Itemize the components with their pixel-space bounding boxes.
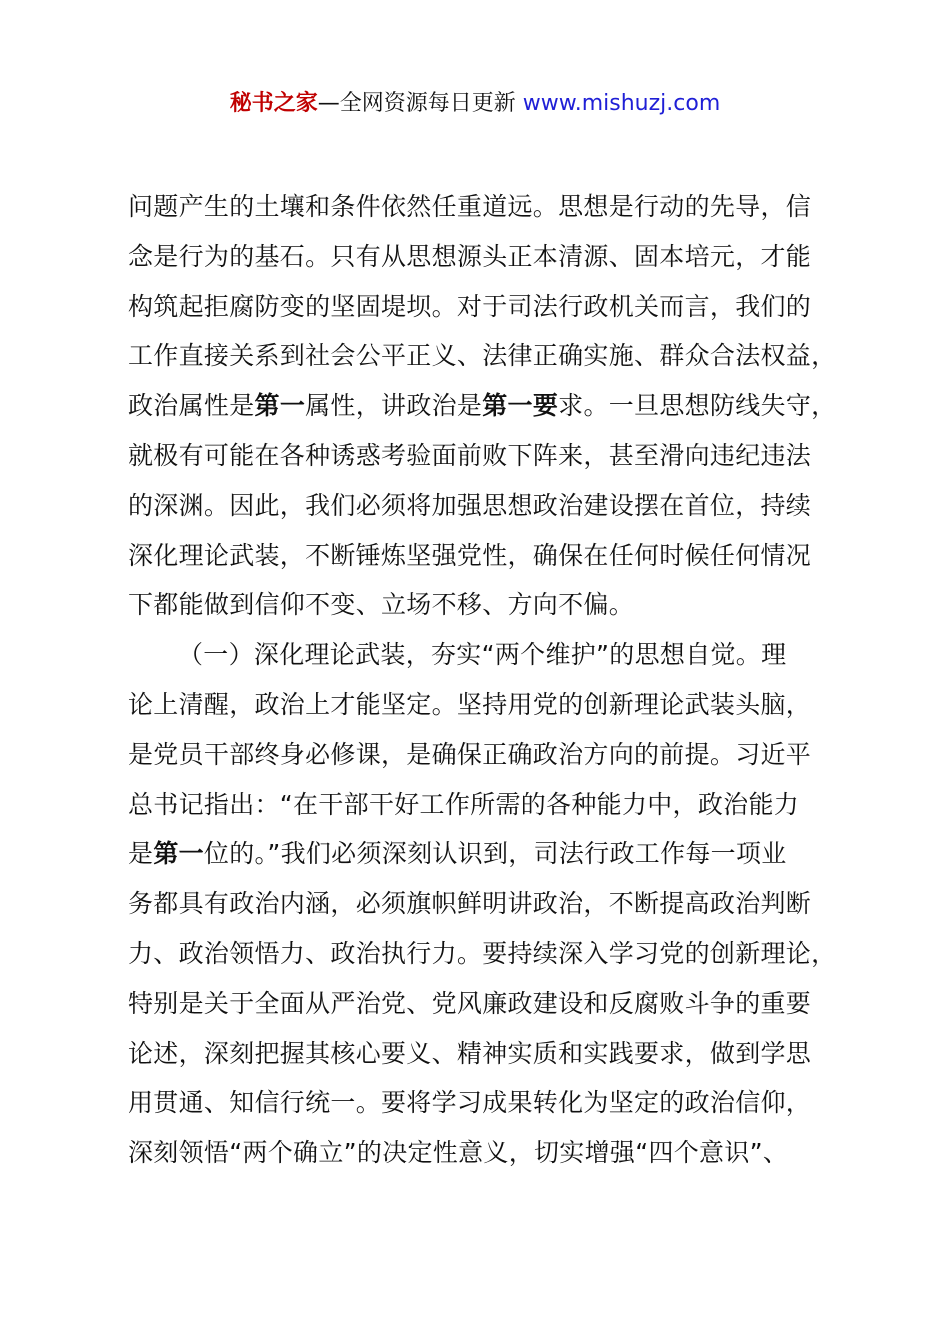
text-line: 力、政治领悟力、政治执行力。要持续深入学习党的创新理论， xyxy=(128,938,837,968)
text-line: 用贯通、知信行统一。要将学习成果转化为坚定的政治信仰， xyxy=(128,1088,812,1118)
text-line-with-bold xyxy=(128,829,838,879)
site-brand: 秘书之家 xyxy=(229,91,318,116)
text-line: 是党员干部终身必修课，是确保正确政治方向的前提。习近平 xyxy=(128,739,812,769)
bold-text: 第一要 xyxy=(482,391,559,421)
text-line: 总书记指出：“在干部干好工作所需的各种能力中，政治能力 xyxy=(128,789,800,819)
text-segment: 属性，讲政治是 xyxy=(305,391,483,421)
text-line: 论上清醒，政治上才能坚定。坚持用党的创新理论武装头脑， xyxy=(128,689,812,719)
text-line: 构筑起拒腐防变的坚固堤坝。对于司法行政机关而言，我们的 xyxy=(128,291,812,321)
text-line: 论述，深刻把握其核心要义、精神实质和实践要求，做到学思 xyxy=(128,1038,812,1068)
text-segment: 政治属性是 xyxy=(128,391,255,421)
text-line: 深刻领悟“两个确立”的决定性意义，切实增强“四个意识”、 xyxy=(128,1138,789,1168)
text-line-with-bold xyxy=(128,381,838,431)
text-line: 深化理论武装，不断锤炼坚强党性，确保在任何时候任何情况 xyxy=(128,540,812,570)
bold-text: 第一 xyxy=(153,839,204,869)
site-slogan: —全网资源每日更新 xyxy=(317,91,516,116)
text-line: 的深渊。因此，我们必须将加强思想政治建设摆在首位，持续 xyxy=(128,490,812,520)
section-heading-line: （一）深化理论武装，夯实“两个维护”的思想自觉。理 xyxy=(178,640,787,670)
bold-text: 第一 xyxy=(254,391,306,421)
text-line: 念是行为的基石。只有从思想源头正本清源、固本培元，才能 xyxy=(128,241,812,271)
text-segment: 位的。”我们必须深刻认识到，司法行政工作每一项业 xyxy=(203,839,787,869)
text-line: 工作直接关系到社会公平正义、法律正确实施、群众合法权益， xyxy=(128,341,837,371)
text-line: 特别是关于全面从严治党、党风廉政建设和反腐败斗争的重要 xyxy=(128,988,812,1018)
text-line: 问题产生的土壤和条件依然任重道远。思想是行动的先导，信 xyxy=(128,192,812,221)
site-url-link[interactable]: www.mishuzj.com xyxy=(522,91,721,116)
site-header xyxy=(0,86,950,122)
text-segment: 求。一旦思想防线失守， xyxy=(558,391,837,421)
text-segment: 是 xyxy=(128,839,154,869)
text-line: 就极有可能在各种诱惑考验面前败下阵来，甚至滑向违纪违法 xyxy=(128,440,812,470)
text-line: 务都具有政治内涵，必须旗帜鲜明讲政治，不断提高政治判断 xyxy=(128,889,812,919)
text-line: 下都能做到信仰不变、立场不移、方向不偏。 xyxy=(128,590,635,620)
document-body xyxy=(128,182,838,1178)
